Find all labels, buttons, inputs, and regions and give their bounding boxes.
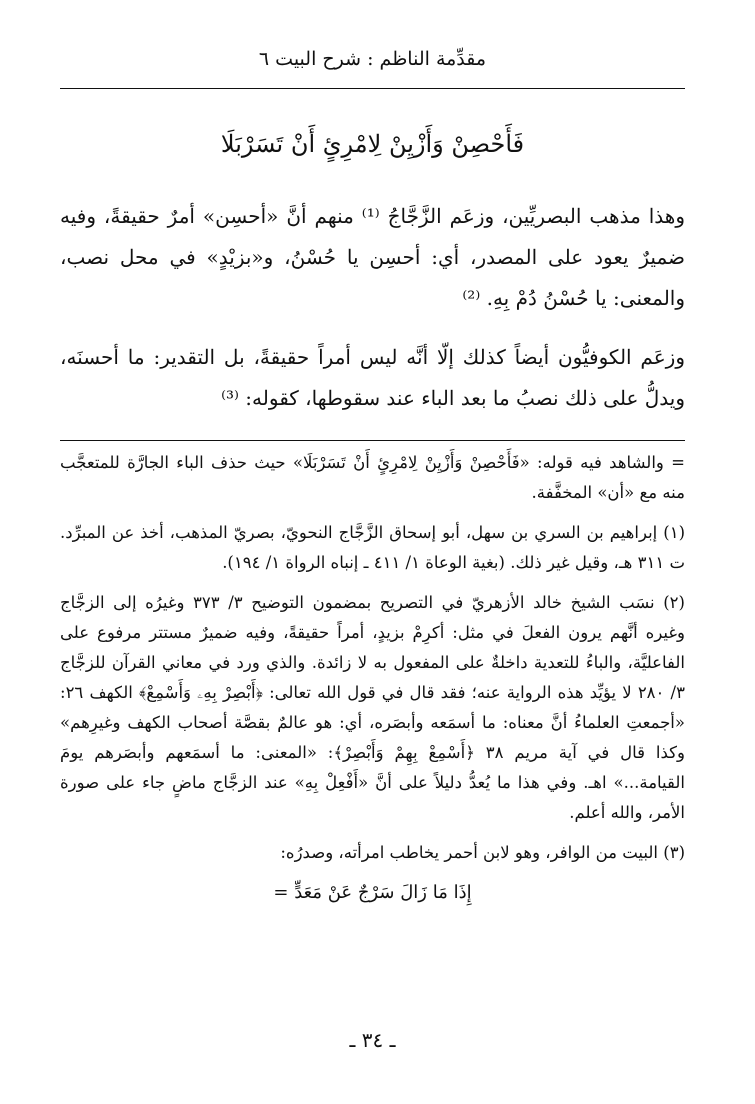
footnote-rule: [60, 440, 685, 441]
footnotes: [60, 448, 685, 918]
footnote-2: (٢) نسَب الشيخ خالد الأزهريّ في التصريح بمضمون التوضيح ٣/ ٣٧٣ وغيرُه إلى الزجَّاج وغيره أنَّهم يرون الفعلَ في مثل: أكرِمْ بزيدٍ، أمراً حقيقةً، وفيه ضميرٌ مستتر مرفوع على الفاعليَّة، والباءُ للتعدية داخلةٌ على المفعول به لا زائدة. والذي ورد في معاني القرآن للزجَّاج ٣/ ٢٨٠ لا يؤيِّد هذه الرواية عنه؛ فقد قال في قول الله تعالى: ﴿أَبْصِرْ بِهِۦ وَأَسْمِعْ﴾ الكهف ٢٦: «أجمعتِ العلماءُ أنَّ معناه: ما أسمَعه وأبصَره، أي: هو عالمٌ بقصَّة أصحاب الكهف وغيرِهم» وكذا قال في آية مريم ٣٨ ﴿أَسْمِعْ بِهِمْ وَأَبْصِرْ﴾: «المعنى: ما أسمَعهم وأبصَرهم يومَ القيامة...» اهـ. وفي هذا ما يُعدُّ دليلاً على أنَّ «أَفْعِلْ بِهِ» عند الزجَّاج ماضٍ جاء على صورة الأمر، والله أعلم.: [60, 593, 686, 822]
book-page: [60, 0, 685, 1104]
footnote-continuation: = والشاهد فيه قوله: «فَأَحْصِنْ وَأَزْيِنْ لِامْرِئٍ أَنْ تَسَرْبَلَا» حيث حذف الباء الجارَّة للمتعجَّب منه مع «أن» المخفَّفة.: [60, 453, 685, 502]
paragraph-kufans: وزعَم الكوفيُّون أيضاً كذلك إلّا أنَّه ليس أمراً حقيقةً، بل التقدير: ما أحسنَه، ويدلُّ على ذلك نصبُ ما بعد الباء عند سقوطها، كقوله: ⁽³⁾: [60, 345, 685, 410]
footnote-3-verse: إِذَا مَا زَالَ سَرْجٌ عَنْ مَعَدٍّ =: [273, 882, 472, 903]
running-title: مقدِّمة الناظم : شرح البيت ٦: [258, 48, 487, 70]
header-rule: [60, 88, 685, 89]
footnote-1: (١) إبراهيم بن السري بن سهل، أبو إسحاق الزَّجَّاج النحويّ، بصريّ المذهب، أخذ عن المبرِّد. ت ٣١١ هـ، وقيل غير ذلك. (بغية الوعاة ١/ ٤١١ ـ إنباه الرواة ١/ ١٩٤).: [60, 523, 685, 572]
main-text: [60, 196, 685, 437]
paragraph-basrans: وهذا مذهب البصريِّين، وزعَم الزَّجَّاجُ ⁽¹⁾ منهم أنَّ «أحسِن» أمرٌ حقيقةً، وفيه ضميرٌ يعود على المصدر، أي: أحسِن يا حُسْنُ، و«بزيْدٍ» في محل نصب، والمعنى: يا حُسْنُ دُمْ بِهِ. ⁽²⁾: [60, 204, 685, 310]
footnote-3: (٣) البيت من الوافر، وهو لابن أحمر يخاطب امرأته، وصدرُه:: [280, 843, 685, 862]
page-number: ـ ٣٤ ـ: [349, 1028, 396, 1052]
poem-verse: فَأَحْصِنْ وَأَزْيِنْ لِامْرِئٍ أَنْ تَسَرْبَلَا: [220, 130, 525, 158]
